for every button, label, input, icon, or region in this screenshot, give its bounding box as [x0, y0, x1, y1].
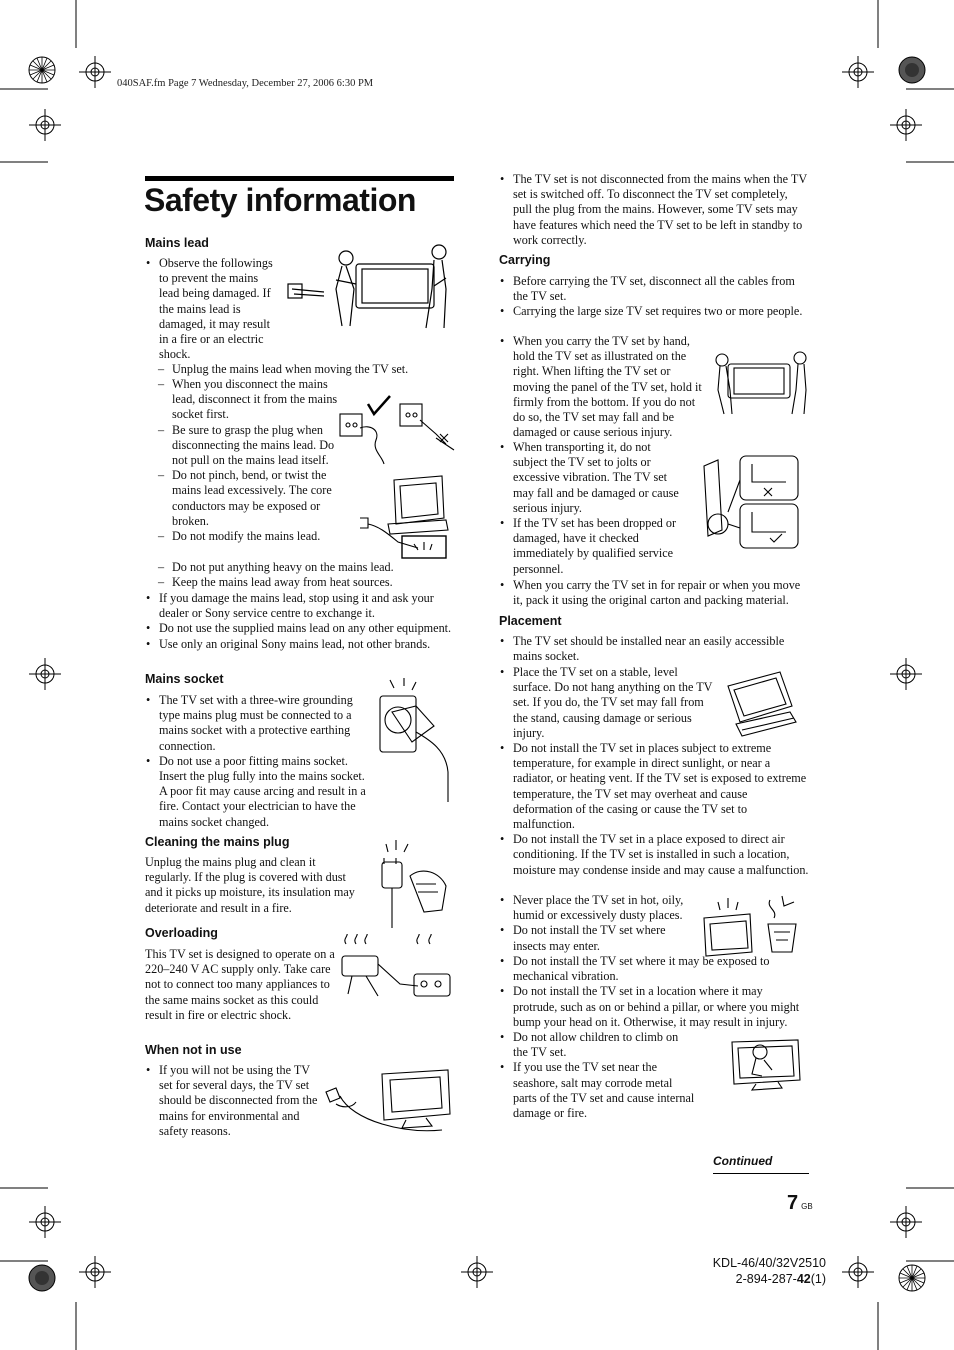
list-item: • If you damage the mains lead, stop using it and ask your dealer or Sony service centre to exchange it.: [145, 591, 457, 621]
section-heading-carrying: Carrying: [499, 253, 551, 267]
section-heading-when-not-in-use: When not in use: [145, 1043, 242, 1057]
disconnect-note: [499, 172, 809, 248]
section-heading-mains-lead: Mains lead: [145, 236, 209, 250]
placement-bullets-3: [499, 741, 809, 878]
list-item: – Keep the mains lead away from heat sources.: [145, 575, 445, 590]
carrying-bullets-mid: [499, 334, 709, 440]
two-people-carrying-tv-illustration: [284, 244, 454, 332]
list-item: – Do not modify the mains lead.: [145, 529, 345, 544]
cleaning-text: Unplug the mains plug and clean it regularly. If the plug is covered with dust and it picks up moisture, its insulation may deteriorate and result in a fire.: [145, 855, 355, 915]
unstable-tv-illustration: [720, 668, 800, 742]
mains-lead-dash-list-2: [145, 377, 345, 544]
list-item: • Carrying the large size TV set requires two or more people.: [499, 304, 809, 319]
model-number: KDL-46/40/32V2510: [712, 1256, 826, 1270]
overloaded-socket-illustration: [338, 934, 454, 1002]
placement-bullets-5: [499, 954, 809, 1030]
child-climbing-tv-illustration: [722, 1036, 808, 1094]
dark-target: [29, 1265, 55, 1291]
list-item: • Never place the TV set in hot, oily, humid or excessively dusty places.: [499, 893, 695, 923]
list-item: • The TV set should be installed near an easily accessible mains socket.: [499, 634, 809, 664]
not-in-use-bullets: [145, 1063, 323, 1139]
list-item: • Do not install the TV set where it may be exposed to mechanical vibration.: [499, 954, 809, 984]
list-item: • Do not install the TV set where insects may enter.: [499, 923, 695, 953]
dark-target: [899, 57, 925, 83]
tv-unplugged-illustration: [322, 1068, 456, 1134]
list-item: • Before carrying the TV set, disconnect all the cables from the TV set.: [499, 274, 809, 304]
list-item: • Do not install the TV set in a location where it may protrude, such as on or behind a pillar, or where you might bump your head on it. Otherwise, it may result in injury.: [499, 984, 809, 1030]
section-heading-overloading: Overloading: [145, 926, 218, 940]
list-item: • Use only an original Sony mains lead, not other brands.: [145, 637, 457, 652]
tv-on-cord-illustration: [358, 474, 450, 564]
mains-socket-bullets: [145, 693, 371, 830]
list-item: – Do not pinch, bend, or twist the mains lead excessively. The core conductors may be exposed or broken.: [145, 468, 342, 529]
list-item: • The TV set is not disconnected from the mains when the TV set is switched off. To disconnect the TV set completely, pull the plug from the mains. However, some TV sets may have features which need the TV set to be left in standby to work correctly.: [499, 172, 809, 248]
continued-rule: [713, 1173, 809, 1174]
list-item: • Observe the followings to prevent the mains lead being damaged. If the mains lead is damaged, it may result in a fire or an electric shock.: [145, 256, 279, 362]
carrying-bullets-top: [499, 274, 809, 320]
list-item: • Do not install the TV set in a place exposed to direct air conditioning. If the TV set is installed in such a location, moisture may condense inside and may cause a malfunction.: [499, 832, 809, 878]
page-number-value: 7: [787, 1192, 799, 1214]
mains-lead-observe: [145, 256, 279, 362]
list-item: • If the TV set has been dropped or damaged, have it checked immediately by qualified service personnel.: [499, 516, 687, 577]
placement-bullets-6: [499, 1030, 695, 1121]
list-item: • When you carry the TV set in for repair or when you move it, pack it using the original carton and packing material.: [499, 578, 811, 608]
mains-lead-dash-list-3: [145, 560, 445, 590]
carrying-bullets-last: [499, 578, 811, 608]
plug-in-socket-illustration: [376, 676, 454, 804]
dusty-humid-place-illustration: [698, 894, 808, 960]
overloading-text: This TV set is designed to operate on a 220–240 V AC supply only. Take care not to connect too many appliances to the same mains socket as this could result in fire or electric shock.: [145, 947, 335, 1022]
list-item: • Place the TV set on a stable, level surface. Do not hang anything on the TV set. If you do, the TV set may fall from the stand, causing damage or serious injury.: [499, 665, 713, 741]
document-code: 2-894-287-42(1): [735, 1272, 826, 1286]
list-item: • The TV set with a three-wire grounding type mains plug must be connected to a mains socket with a protective earthing connection.: [145, 693, 371, 754]
list-item: • Do not use the supplied mains lead on any other equipment.: [145, 621, 457, 636]
list-item: • If you will not be using the TV set for several days, the TV set should be disconnected from the mains for environmental and safety reasons.: [145, 1063, 323, 1139]
list-item: • When you carry the TV set by hand, hold the TV set as illustrated on the right. When lifting the TV set or moving the panel of the TV set, hold it firmly from the bottom. If you do not do so, the TV set may fall and be damaged or cause serious injury.: [499, 334, 709, 440]
mains-lead-dash-list: [145, 362, 435, 377]
section-heading-cleaning: Cleaning the mains plug: [145, 835, 290, 849]
placement-bullets-1: [499, 634, 809, 664]
list-item: • Do not install the TV set in places subject to extreme temperature, for example in direct sunlight, or near a radiator, or heating vent. If the TV set is exposed to extreme temperature, the TV set may overheat and cause deformation of the casing or cause the TV set to malfunction.: [499, 741, 809, 832]
list-item: – Do not put anything heavy on the mains lead.: [145, 560, 445, 575]
list-item: – Unplug the mains lead when moving the TV set.: [145, 362, 435, 377]
list-item: – Be sure to grasp the plug when disconnecting the mains lead. Do not pull on the mains lead itself.: [145, 423, 345, 469]
starburst-target: [899, 1265, 925, 1291]
section-heading-placement: Placement: [499, 614, 562, 628]
two-people-lifting-tv-illustration: [712, 350, 812, 416]
list-item: – When you disconnect the mains lead, disconnect it from the mains socket first.: [145, 377, 345, 423]
carrying-bullets-low: [499, 440, 687, 577]
list-item: • If you use the TV set near the seashore, salt may corrode metal parts of the TV set and cause internal damage or fire.: [499, 1060, 695, 1121]
file-info-header: 040SAF.fm Page 7 Wednesday, December 27, 2006 6:30 PM: [117, 78, 374, 89]
page-number-suffix: GB: [801, 1202, 813, 1211]
title-rule: [145, 176, 454, 181]
list-item: • When transporting it, do not subject the TV set to jolts or excessive vibration. The TV set may fall and be damaged or cause serious injury.: [499, 440, 687, 516]
grasp-plug-illustration: [336, 394, 458, 466]
cleaning-plug-illustration: [376, 838, 452, 930]
mains-lead-bullets: [145, 591, 457, 652]
section-heading-mains-socket: Mains socket: [145, 672, 224, 686]
list-item: • Do not allow children to climb on the TV set.: [499, 1030, 695, 1060]
page-number: [787, 1192, 813, 1215]
placement-bullets-2: [499, 665, 713, 741]
placement-bullets-4: [499, 893, 695, 954]
hold-from-bottom-illustration: [694, 452, 804, 556]
page-title: Safety information: [144, 182, 416, 218]
continued-label: Continued: [713, 1154, 773, 1168]
model-info: [680, 1255, 826, 1287]
list-item: • Do not use a poor fitting mains socket. Insert the plug fully into the mains socket. A poor fit may cause arcing and result in a fire. Contact your electrician to have the mains socket changed.: [145, 754, 371, 830]
starburst-target: [29, 57, 55, 83]
